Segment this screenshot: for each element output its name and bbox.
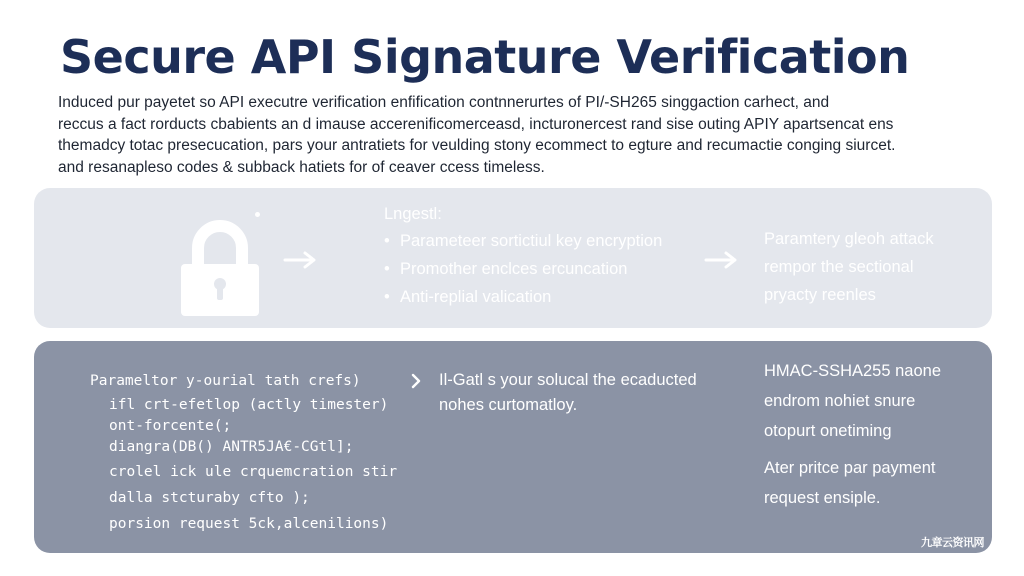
top-right-column — [764, 225, 934, 309]
code-line: crolel ick ule crquemcration stir — [109, 464, 398, 480]
intro-line: Induced pur payetet so API executre verification enfification contnnerurtes of PI/-SH265 singgaction carhect, and — [58, 94, 830, 111]
watermark: 九章云资讯网 — [921, 537, 984, 549]
list-item-label: Promother enclces ercuncation — [400, 260, 628, 278]
list-item — [384, 230, 662, 258]
code-heading: Parameltor y-ourial tath crefs) — [90, 373, 361, 389]
code-line: ifl crt-efetlop (actly timester) — [109, 397, 389, 413]
intro-line: reccus a fact rorducts cbabients an d imause accerenificomerceasd, incturonercest rand sise outing APIY apartsencat ens — [58, 115, 894, 133]
top-mid-column — [384, 205, 662, 314]
bullet-icon: • — [384, 232, 390, 250]
feature-list — [384, 230, 662, 314]
bottom-mid-line: Il-Gatl s your solucal the ecaducted — [439, 371, 697, 389]
bottom-right-line: endrom nohiet snure — [764, 392, 916, 410]
code-line: ont-forcente(; — [109, 418, 232, 434]
bullet-icon: • — [384, 260, 390, 278]
code-line: diangra(DB() ANTR5JA€-CGtl]; — [109, 439, 354, 455]
list-item-label: Parameteer sortictiul key encryption — [400, 232, 663, 250]
padlock-icon — [180, 218, 260, 316]
intro-line: and resanapleso codes & subback hatiets for of ceaver ccess timeless. — [58, 158, 545, 176]
code-line: porsion request 5ck,alcenilions) — [109, 516, 389, 532]
intro-line: themadcy totac presecucation, pars your antratiets for veulding stony ecommect to egture and recumactie conging siurcet. — [58, 137, 896, 154]
bottom-right-line: otopurt onetiming — [764, 422, 892, 440]
top-right-line: Paramtery gleoh attack — [764, 230, 934, 248]
top-right-line: rempor the sectional — [764, 258, 914, 276]
code-line: dalla stcturaby cfto ); — [109, 490, 310, 506]
bottom-right-line: request ensiple. — [764, 489, 881, 507]
bottom-mid-line: nohes curtomatloy. — [439, 396, 578, 414]
code-block — [90, 370, 397, 536]
top-heading: Lngestl: — [384, 205, 442, 223]
chevron-right-icon — [410, 373, 422, 389]
bottom-right-line: Ater pritce par payment — [764, 459, 936, 477]
bullet-icon: • — [384, 288, 390, 306]
bottom-mid-column — [439, 368, 697, 418]
decorative-dot — [255, 212, 260, 217]
arrow-right-icon — [283, 250, 321, 270]
list-item-label: Anti-replial valication — [400, 288, 552, 306]
page-title: Secure API Signature Verification — [60, 30, 910, 84]
top-right-line: pryacty reenles — [764, 286, 876, 304]
arrow-right-icon — [704, 250, 742, 270]
intro-paragraph — [58, 92, 968, 178]
list-item — [384, 258, 662, 286]
bottom-right-column — [764, 356, 941, 513]
bottom-right-line: HMAC-SSHA255 naone — [764, 362, 942, 380]
list-item — [384, 286, 662, 314]
